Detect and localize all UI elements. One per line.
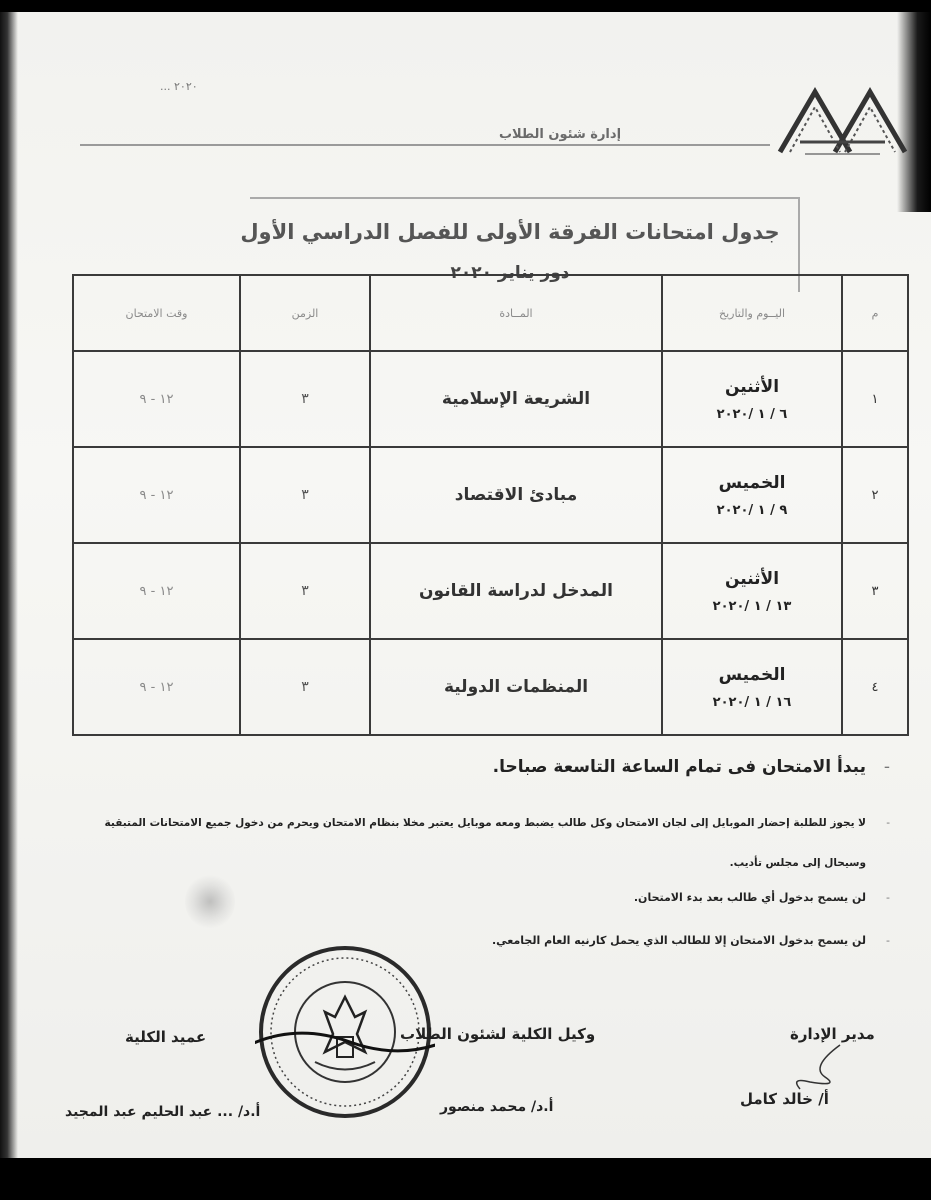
row-subject: الشريعة الإسلامية <box>370 351 662 447</box>
row-day: الخميس <box>718 472 786 493</box>
top-black-bar <box>0 0 931 12</box>
row-time: ١٢ - ٩ <box>73 639 240 735</box>
document-title: جدول امتحانات الفرقة الأولى للفصل الدراسي الأول <box>240 220 780 244</box>
bottom-black-bar <box>0 1158 931 1200</box>
note-text: لن يسمح بدخول أي طالب بعد بدء الامتحان. <box>633 891 866 904</box>
note-text: يبدأ الامتحان فى تمام الساعة التاسعة صباحا. <box>492 757 866 777</box>
col-header-duration: الزمن <box>240 275 370 351</box>
note-text: لن يسمح بدخول الامتحان إلا للطالب الذي يحمل كارنيه العام الجامعي. <box>491 934 866 947</box>
vice-dean-name: أ.د/ محمد منصور <box>440 1099 554 1115</box>
row-date: ٩ / ١ /٢٠٢٠ <box>716 502 788 518</box>
table-row <box>73 447 908 543</box>
row-duration: ٣ <box>240 639 370 735</box>
manager-signature-icon <box>770 1037 850 1092</box>
row-duration: ٣ <box>240 447 370 543</box>
note-mobile-ban <box>60 803 890 883</box>
row-date: ٦ / ١ /٢٠٢٠ <box>716 406 788 422</box>
table-header-row <box>73 275 908 351</box>
col-header-subject: المــادة <box>370 275 662 351</box>
dean-name: أ.د/ ... عبد الحليم عبد المجيد <box>65 1104 261 1120</box>
header-faded-text: ٢٠٢٠ ... <box>160 80 198 93</box>
note-start-time <box>60 757 890 777</box>
ink-smudge <box>185 874 235 929</box>
row-day-date <box>662 639 842 735</box>
row-day: الأثنين <box>724 376 780 397</box>
row-subject: المدخل لدراسة القانون <box>370 543 662 639</box>
row-duration: ٣ <box>240 351 370 447</box>
row-number: ٢ <box>842 447 908 543</box>
note-bullet: - <box>886 817 890 829</box>
table-row <box>73 639 908 735</box>
row-date: ١٦ / ١ /٢٠٢٠ <box>712 694 792 710</box>
row-time: ١٢ - ٩ <box>73 543 240 639</box>
row-date: ١٣ / ١ /٢٠٢٠ <box>712 598 792 614</box>
row-day: الأثنين <box>724 568 780 589</box>
col-header-num: م <box>842 275 908 351</box>
col-header-time: وقت الامتحان <box>73 275 240 351</box>
row-day-date <box>662 351 842 447</box>
manager-title: مدير الإدارة <box>790 1025 875 1043</box>
note-text: لا يجوز للطلبة إحضار الموبايل إلى لجان الامتحان وكل طالب يضبط ومعه موبايل يعتبر مخلا بنظام الامتحان ويحرم من دخول جميع الامتحانات المتبقية وسيحال إلى مجلس تأديب. <box>104 817 866 869</box>
row-number: ٣ <box>842 543 908 639</box>
manager-name: أ/ خالد كامل <box>740 1090 829 1108</box>
table-row <box>73 351 908 447</box>
vice-dean-title: وكيل الكلية لشئون الطلاب <box>400 1025 596 1043</box>
note-bullet: - <box>886 934 890 947</box>
note-id-card <box>60 934 890 947</box>
note-bullet: - <box>883 757 890 777</box>
row-day-date <box>662 543 842 639</box>
row-duration: ٣ <box>240 543 370 639</box>
exam-schedule-document <box>0 12 931 1158</box>
dean-title: عميد الكلية <box>125 1028 207 1046</box>
row-time: ١٢ - ٩ <box>73 447 240 543</box>
exam-notes <box>60 757 890 947</box>
row-day-date <box>662 447 842 543</box>
row-time: ١٢ - ٩ <box>73 351 240 447</box>
row-subject: المنظمات الدولية <box>370 639 662 735</box>
university-logo-icon <box>760 82 910 167</box>
student-affairs-header: إدارة شئون الطلاب <box>498 127 622 142</box>
document-subtitle: دور يناير ٢٠٢٠ <box>450 263 570 283</box>
row-subject: مبادئ الاقتصاد <box>370 447 662 543</box>
note-bullet: - <box>886 891 890 904</box>
header-divider <box>80 144 770 146</box>
left-edge-shadow <box>0 12 18 1158</box>
row-number: ٤ <box>842 639 908 735</box>
row-number: ١ <box>842 351 908 447</box>
exam-table <box>72 274 909 736</box>
col-header-date: اليــوم والتاريخ <box>662 275 842 351</box>
table-row <box>73 543 908 639</box>
exam-table-wrap <box>72 274 907 736</box>
row-day: الخميس <box>718 664 786 685</box>
